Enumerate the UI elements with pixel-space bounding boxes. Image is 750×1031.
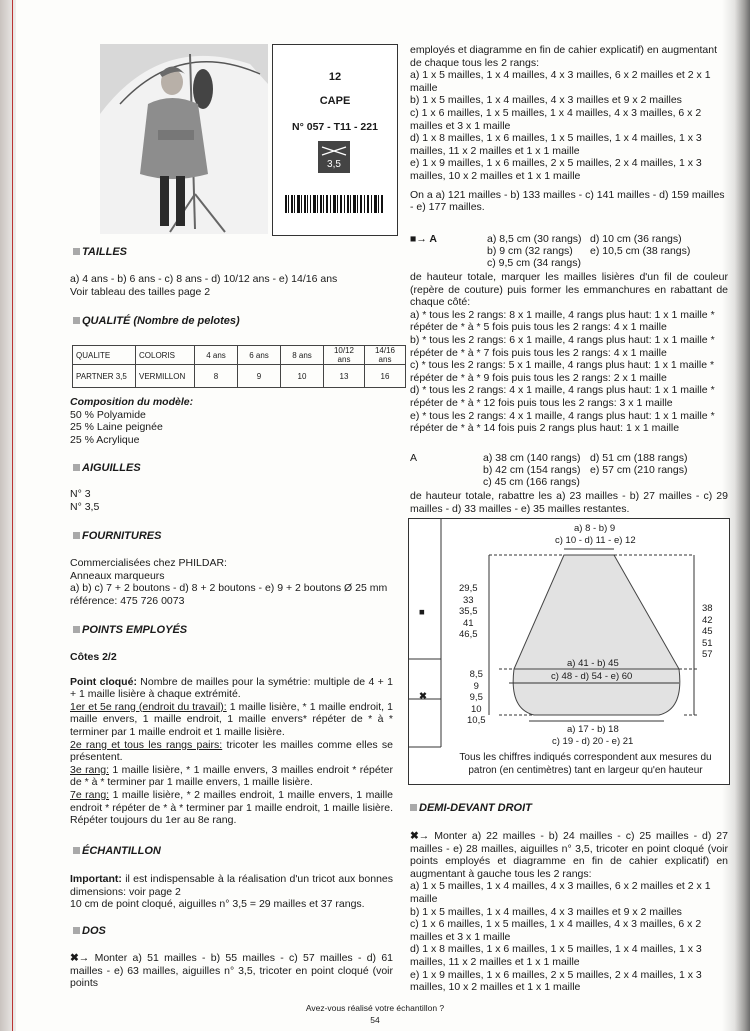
top-width-cde: c) 10 - d) 11 - e) 12 <box>555 535 636 546</box>
cross-arrow-icon: ✖→ <box>410 830 435 842</box>
demi-devant-block <box>410 830 728 994</box>
height-value: 8,5 <box>469 669 483 680</box>
important-label: Important: <box>70 873 122 885</box>
table-cell: 9 <box>238 365 281 388</box>
increase-c: c) 1 x 6 mailles, 1 x 5 mailles, 1 x 4 mailles, 4 x 3 mailles, 6 x 2 mailles et 3 x 1 maille <box>410 918 702 943</box>
increase-d: d) 1 x 8 mailles, 1 x 6 mailles, 1 x 5 mailles, 1 x 4 mailles, 1 x 3 mailles, 11 x 2 mailles et 1 x 1 maille <box>410 943 702 968</box>
dos-block <box>70 952 393 990</box>
needle-line: N° 3 <box>70 488 91 500</box>
page-binding-edge <box>0 0 16 1031</box>
section-fournitures: FOURNITURES <box>73 530 161 542</box>
height-value: 29,5 <box>459 583 478 594</box>
table-header: 4 ans <box>195 346 238 365</box>
supply-line: Anneaux marqueurs <box>70 569 165 582</box>
increase-a: a) 1 x 5 mailles, 1 x 4 mailles, 4 x 3 mailles, 6 x 2 mailles et 2 x 1 maille <box>410 69 711 94</box>
needle-size: 3,5 <box>327 159 341 170</box>
demi-devant-text: Monter a) 22 mailles - b) 24 mailles - c) 25 mailles - d) 27 mailles - e) 28 mailles, aiguilles n° 3,5, tricoter en point cloqué (voir points employés et diagramme en fin de cahier explicatif) en augmentant à gauche tous les 2 rangs: <box>410 830 728 880</box>
dos-continued <box>410 44 728 214</box>
barcode <box>285 195 385 213</box>
armhole-heights <box>459 583 478 641</box>
increase-e: e) 1 x 9 mailles, 1 x 6 mailles, 2 x 5 mailles, 2 x 4 mailles, 1 x 3 mailles, 10 x 2 mailles et 1 x 1 maille <box>410 157 702 182</box>
table-cell: 13 <box>324 365 365 388</box>
gauge-line: 10 cm de point cloqué, aiguilles n° 3,5 = 29 mailles et 37 rangs. <box>70 898 365 911</box>
table-cell: 8 <box>195 365 238 388</box>
table-header: 14/16 ans <box>365 346 406 365</box>
square-arrow-icon: ■→ A <box>410 233 437 245</box>
row3-text: 1 maille lisière, * 1 maille envers, 3 mailles endroit * répéter de * à * terminer par 1 maille envers, 1 maille lisière. <box>70 763 393 789</box>
section-aiguilles: AIGUILLES <box>73 462 141 474</box>
height-value: 51 <box>702 637 713 649</box>
tailles-note: Voir tableau des tailles page 2 <box>70 285 211 298</box>
tailles-sizes: a) 4 ans - b) 6 ans - c) 8 ans - d) 10/12 ans - e) 14/16 ans <box>70 273 338 285</box>
composition-title: Composition du modèle: <box>70 396 194 408</box>
section-demi-devant: DEMI-DEVANT DROIT <box>410 802 532 814</box>
supply-line: référence: 475 726 0073 <box>70 594 185 607</box>
row2-text: tricoter les mailles comme elles se présentent. <box>70 738 393 764</box>
table-header: 6 ans <box>238 346 281 365</box>
increase-b: b) 1 x 5 mailles, 1 x 4 mailles, 4 x 3 mailles et 9 x 2 mailles <box>410 905 682 918</box>
dos-text: Monter a) 51 mailles - b) 55 mailles - c) 57 mailles - d) 61 mailles - e) 63 mailles, aiguilles n° 3,5, tricoter en point cloqué (voir points <box>70 952 393 990</box>
armhole-text: de hauteur totale, marquer les mailles lisières d'un fil de couleur (repère de couture) puis former les emmanchures en rabattant de chaque côté: <box>410 271 728 309</box>
composition-line: 50 % Polyamide <box>70 408 146 421</box>
stitch-total: On a a) 121 mailles - b) 133 mailles - c) 141 mailles - d) 159 mailles - e) 177 mailles. <box>410 188 725 214</box>
needle-line: N° 3,5 <box>70 500 100 513</box>
height-value: 33 <box>462 594 474 606</box>
model-name: CAPE <box>319 95 351 107</box>
supply-line: Commercialisées chez PHILDAR: <box>70 557 227 569</box>
bindoff-text: de hauteur totale, rabattre les a) 23 mailles - b) 27 mailles - c) 29 mailles - d) 33 mailles - e) 35 mailles restantes. <box>410 490 728 515</box>
pattern-number: 12 <box>328 71 342 83</box>
decrease-d: d) * tous les 2 rangs: 4 x 1 maille, 4 rangs plus haut: 1 x 1 maille * répéter de * à * 12 fois puis tous les 2 rangs: 3 x 1 maille <box>410 384 715 409</box>
increase-b: b) 1 x 5 mailles, 1 x 4 mailles, 4 x 3 mailles et 9 x 2 mailles <box>410 94 682 107</box>
cross-marker-icon: ✖ <box>419 691 427 702</box>
top-width-ab: a) 8 - b) 9 <box>574 523 616 534</box>
armhole-d: d) 10 cm (36 rangs) <box>590 233 682 245</box>
cotes-label: Côtes 2/2 <box>70 651 117 663</box>
points-block <box>70 651 393 827</box>
needle-size-badge <box>318 141 350 173</box>
decrease-c: c) * tous les 2 rangs: 5 x 1 maille, 4 rangs plus haut: 1 x 1 maille * répéter de * à * 9 fois puis tous les 2 rangs: 2 x 1 maille <box>410 359 715 384</box>
armhole-c: c) 9,5 cm (34 rangs) <box>487 257 581 269</box>
armhole-a: a) 8,5 cm (30 rangs) <box>487 233 582 245</box>
pattern-info-box <box>272 44 398 236</box>
height-a: a) 38 cm (140 rangs) <box>483 452 581 464</box>
model-photo <box>100 44 268 234</box>
height-value: 57 <box>702 649 713 660</box>
height-b: b) 42 cm (154 rangs) <box>483 464 581 476</box>
height-value: 10 <box>470 703 482 715</box>
table-cell: 16 <box>365 365 406 388</box>
table-cell: 10 <box>281 365 324 388</box>
cross-arrow-icon: ✖→ <box>70 952 95 964</box>
increase-c: c) 1 x 6 mailles, 1 x 5 mailles, 1 x 4 mailles, 4 x 3 mailles, 6 x 2 mailles et 3 x 1 maille <box>410 106 702 132</box>
height-value: 9 <box>473 680 479 692</box>
section-points: POINTS EMPLOYÉS <box>73 624 187 636</box>
decrease-e: e) * tous les 2 rangs: 4 x 1 maille, 4 rangs plus haut: 1 x 1 maille * répéter de * à * 14 fois puis 2 rangs plus haut: 1 x 1 maille <box>410 409 715 435</box>
increase-d: d) 1 x 8 mailles, 1 x 6 mailles, 1 x 5 mailles, 1 x 4 mailles, 1 x 3 mailles, 11 x 2 mailles et 1 x 1 maille <box>410 132 702 157</box>
row3-label: 3e rang: <box>70 763 109 776</box>
row2-label: 2e rang et tous les rangs pairs: <box>70 738 223 751</box>
tailles-text <box>70 273 393 298</box>
section-dos: DOS <box>73 925 106 937</box>
height-value: 41 <box>462 617 474 629</box>
point-cloque-label: Point cloqué: <box>70 675 137 688</box>
row7-label: 7e rang: <box>70 788 110 801</box>
table-cell: PARTNER 3,5 <box>73 365 136 388</box>
section-echantillon: ÉCHANTILLON <box>73 845 161 857</box>
height-value: 42 <box>702 614 713 626</box>
section-qualite: QUALITÉ (Nombre de pelotes) <box>73 315 240 327</box>
lower-heights <box>467 669 486 727</box>
diagram-note-2: patron (en centimètres) tant en largeur qu'en hauteur <box>468 765 703 776</box>
armhole-b: b) 9 cm (32 rangs) <box>487 245 573 257</box>
bottom-width-ab: a) 17 - b) 18 <box>567 724 619 735</box>
page-number: 54 <box>370 1015 380 1025</box>
height-value: 46,5 <box>459 629 478 640</box>
height-value: 9,5 <box>469 692 483 703</box>
aiguilles-block <box>70 488 393 513</box>
height-d: d) 51 cm (188 rangs) <box>590 452 688 464</box>
total-heights <box>702 603 713 661</box>
table-header: 8 ans <box>281 346 324 365</box>
composition-line: 25 % Laine peignée <box>70 421 163 434</box>
pattern-reference: N° 057 - T11 - 221 <box>292 121 378 133</box>
decrease-b: b) * tous les 2 rangs: 6 x 1 maille, 4 rangs plus haut: 1 x 1 maille * répéter de * à * 7 fois puis tous les 2 rangs: 4 x 1 maille <box>410 333 715 359</box>
table-cell: VERMILLON <box>136 365 195 388</box>
square-marker-icon: ■ <box>419 607 425 618</box>
height-value: 38 <box>702 603 713 614</box>
table-header: 10/12 ans <box>324 346 365 365</box>
diagram-note-1: Tous les chiffres indiqués correspondent aux mesures du <box>459 752 712 763</box>
armhole-block <box>410 233 728 435</box>
marker-a: A <box>410 452 418 464</box>
decrease-a: a) * tous les 2 rangs: 8 x 1 maille, 4 rangs plus haut: 1 x 1 maille * répéter de * à * 5 fois puis tous les 2 rangs: 4 x 1 maille <box>410 308 715 334</box>
mid-width-ab: a) 41 - b) 45 <box>567 658 619 669</box>
increase-e: e) 1 x 9 mailles, 1 x 6 mailles, 2 x 5 mailles, 2 x 4 mailles, 1 x 3 mailles, 10 x 2 mailles et 1 x 1 maille <box>410 968 702 994</box>
height-value: 35,5 <box>459 606 478 617</box>
table-header: COLORIS <box>136 346 195 365</box>
row1-label: 1er et 5e rang (endroit du travail): <box>70 700 227 713</box>
height-value: 45 <box>702 626 713 637</box>
row1-text: 1 maille lisière, * 1 maille endroit, 1 maille envers, 1 maille endroit, 1 maille envers* répéter de * à * terminer par 1 maille endroit et 1 maille lisière. <box>70 700 394 738</box>
point-cloque-text: Nombre de mailles pour la symétrie: multiple de 4 + 1 + 1 maille lisière à chaque extrémité. <box>70 675 393 701</box>
section-tailles: TAILLES <box>73 246 127 258</box>
mid-width-cde: c) 48 - d) 54 - e) 60 <box>551 671 633 682</box>
footer-question: Avez-vous réalisé votre échantillon ? <box>305 1003 445 1013</box>
table-header: QUALITE <box>73 346 136 365</box>
armhole-e: e) 10,5 cm (38 rangs) <box>590 245 691 257</box>
echantillon-block <box>70 873 393 911</box>
height-c: c) 45 cm (166 rangs) <box>483 476 580 488</box>
important-text: il est indispensable à la réalisation d'un tricot aux bonnes dimensions: voir page 2 <box>70 873 393 898</box>
row7-text: 1 maille lisière, * 2 mailles endroit, 1 maille envers, 1 maille endroit * répéter de * à * terminer par 1 maille endroit, 1 maille lisière. Répéter toujours du 1er au 8e rang. <box>70 788 393 827</box>
yarn-quantity-table <box>72 345 406 388</box>
height-value: 10,5 <box>467 715 486 726</box>
supply-line: a) b) c) 7 + 2 boutons - d) 8 + 2 boutons - e) 9 + 2 boutons Ø 25 mm <box>70 582 388 595</box>
composition-line: 25 % Acrylique <box>70 433 140 446</box>
dos-cont-text: employés et diagramme en fin de cahier explicatif) en augmentant de chaque tous les 2 rangs: <box>410 44 718 69</box>
bottom-width-cde: c) 19 - d) 20 - e) 21 <box>552 736 634 747</box>
increase-a: a) 1 x 5 mailles, 1 x 4 mailles, 4 x 3 mailles, 6 x 2 mailles et 2 x 1 maille <box>410 880 711 905</box>
bindoff-block <box>410 452 728 515</box>
composition-block <box>70 396 393 446</box>
height-e: e) 57 cm (210 rangs) <box>590 464 688 476</box>
schematic-diagram <box>408 518 730 785</box>
fournitures-block <box>70 557 393 607</box>
